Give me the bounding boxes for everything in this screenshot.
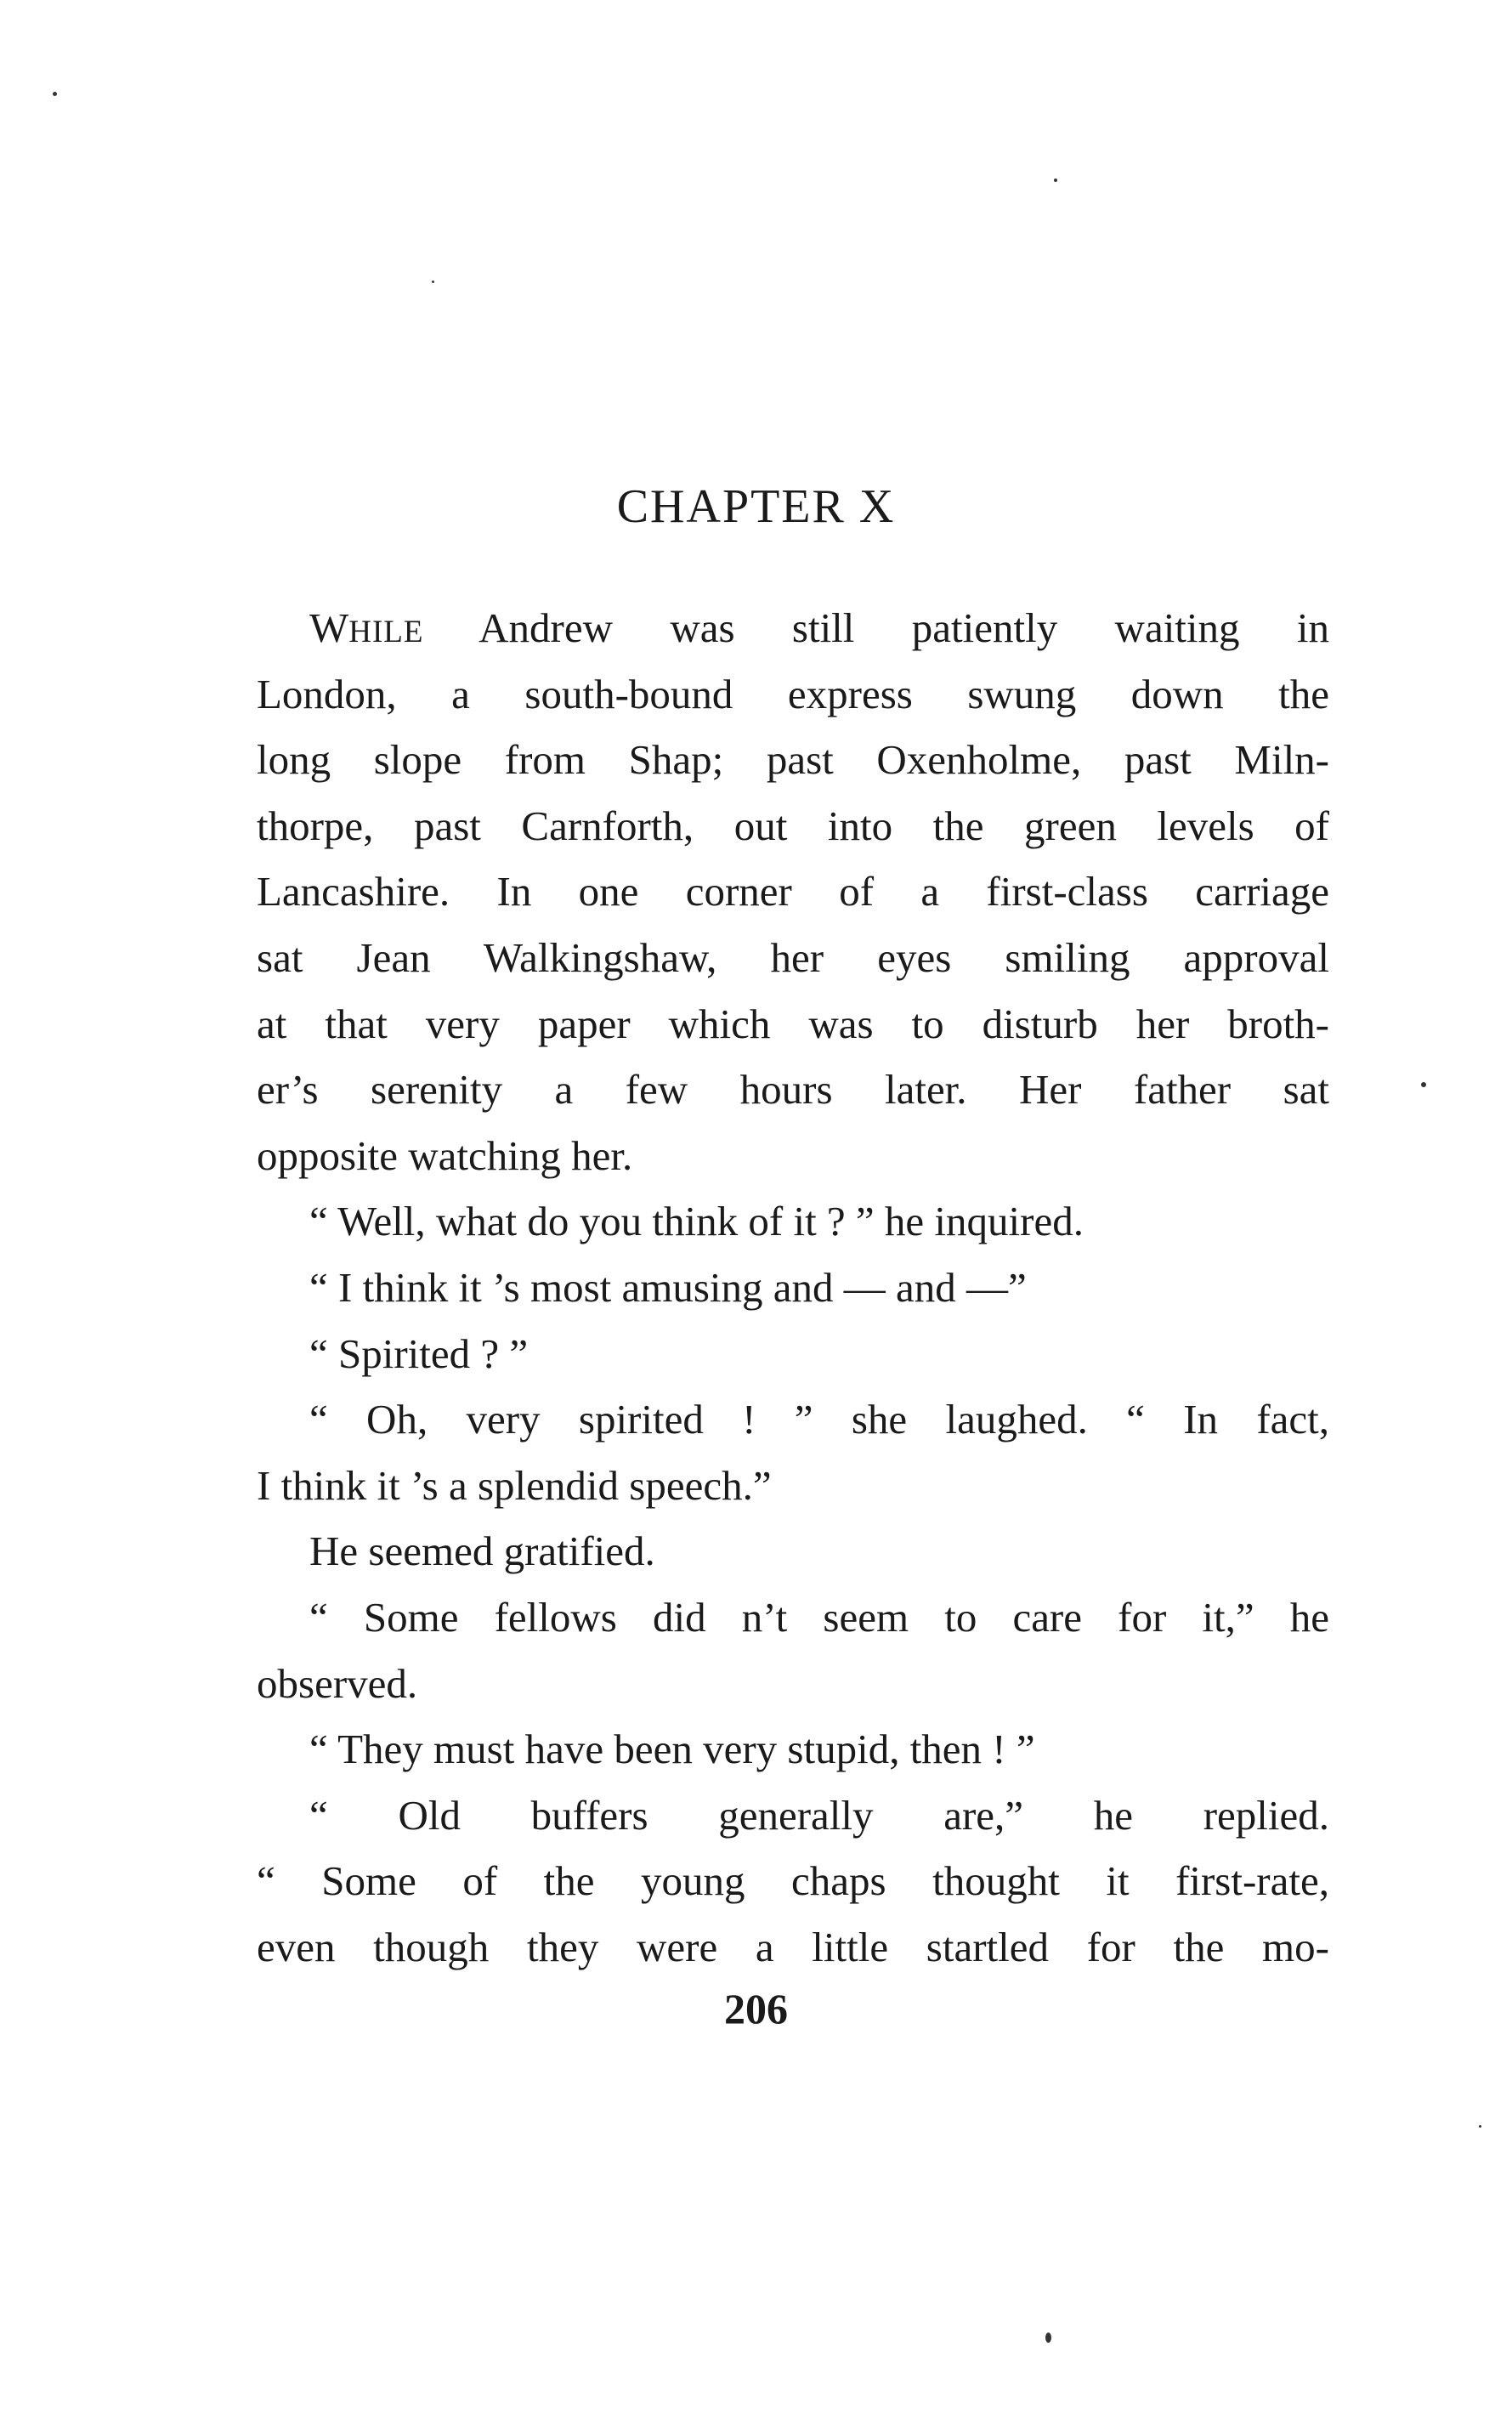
text-line: opposite watching her.: [257, 1131, 633, 1179]
text-line-content: Andrew was still patiently waiting in: [423, 604, 1329, 651]
smallcaps-initial: W: [309, 604, 349, 651]
text-line: “ Spirited ? ”: [309, 1329, 529, 1377]
text-line: “ I think it ’s most amusing and — and —”: [309, 1263, 1027, 1311]
text-line: “ Old buffers generally are,” he replied.: [309, 1791, 1329, 1839]
text-line: Lancashire. In one corner of a first-class carriage: [257, 868, 1329, 915]
ink-speck: [1054, 179, 1057, 182]
text-line: “ Some of the young chaps thought it first-rate,: [257, 1857, 1329, 1905]
text-line: even though they were a little startled for the mo-: [257, 1923, 1329, 1970]
text-line: long slope from Shap; past Oxenholme, past Miln-: [257, 736, 1329, 784]
text-line: “ Some fellows did n’t seem to care for it,” he: [309, 1593, 1329, 1641]
text-line: I think it ’s a splendid speech.”: [257, 1461, 772, 1509]
page-number: 206: [724, 1985, 788, 2032]
text-line: London, a south-bound express swung down the: [257, 670, 1329, 717]
ink-speck: [432, 281, 434, 283]
text-line: observed.: [257, 1659, 418, 1707]
body-text: [257, 595, 1329, 1980]
ink-speck: [53, 92, 57, 96]
ink-speck: [1045, 2332, 1051, 2343]
text-line: thorpe, past Carnforth, out into the green levels of: [257, 802, 1329, 849]
text-line: [257, 595, 1329, 661]
ink-speck: [1421, 1082, 1426, 1087]
text-line: at that very paper which was to disturb her broth-: [257, 1000, 1329, 1047]
text-line: He seemed gratified.: [309, 1528, 655, 1575]
smallcaps-rest: HILE: [348, 615, 424, 649]
chapter-title: CHAPTER X: [616, 480, 896, 533]
text-line: er’s serenity a few hours later. Her father sat: [257, 1066, 1329, 1114]
text-line: “ Oh, very spirited ! ” she laughed. “ In fact,: [309, 1396, 1329, 1443]
text-line: “ They must have been very stupid, then ! ”: [309, 1726, 1035, 1773]
ink-speck: [1479, 2125, 1481, 2128]
text-line: sat Jean Walkingshaw, her eyes smiling approval: [257, 933, 1329, 981]
text-line: “ Well, what do you think of it ? ” he inquired.: [309, 1198, 1084, 1245]
